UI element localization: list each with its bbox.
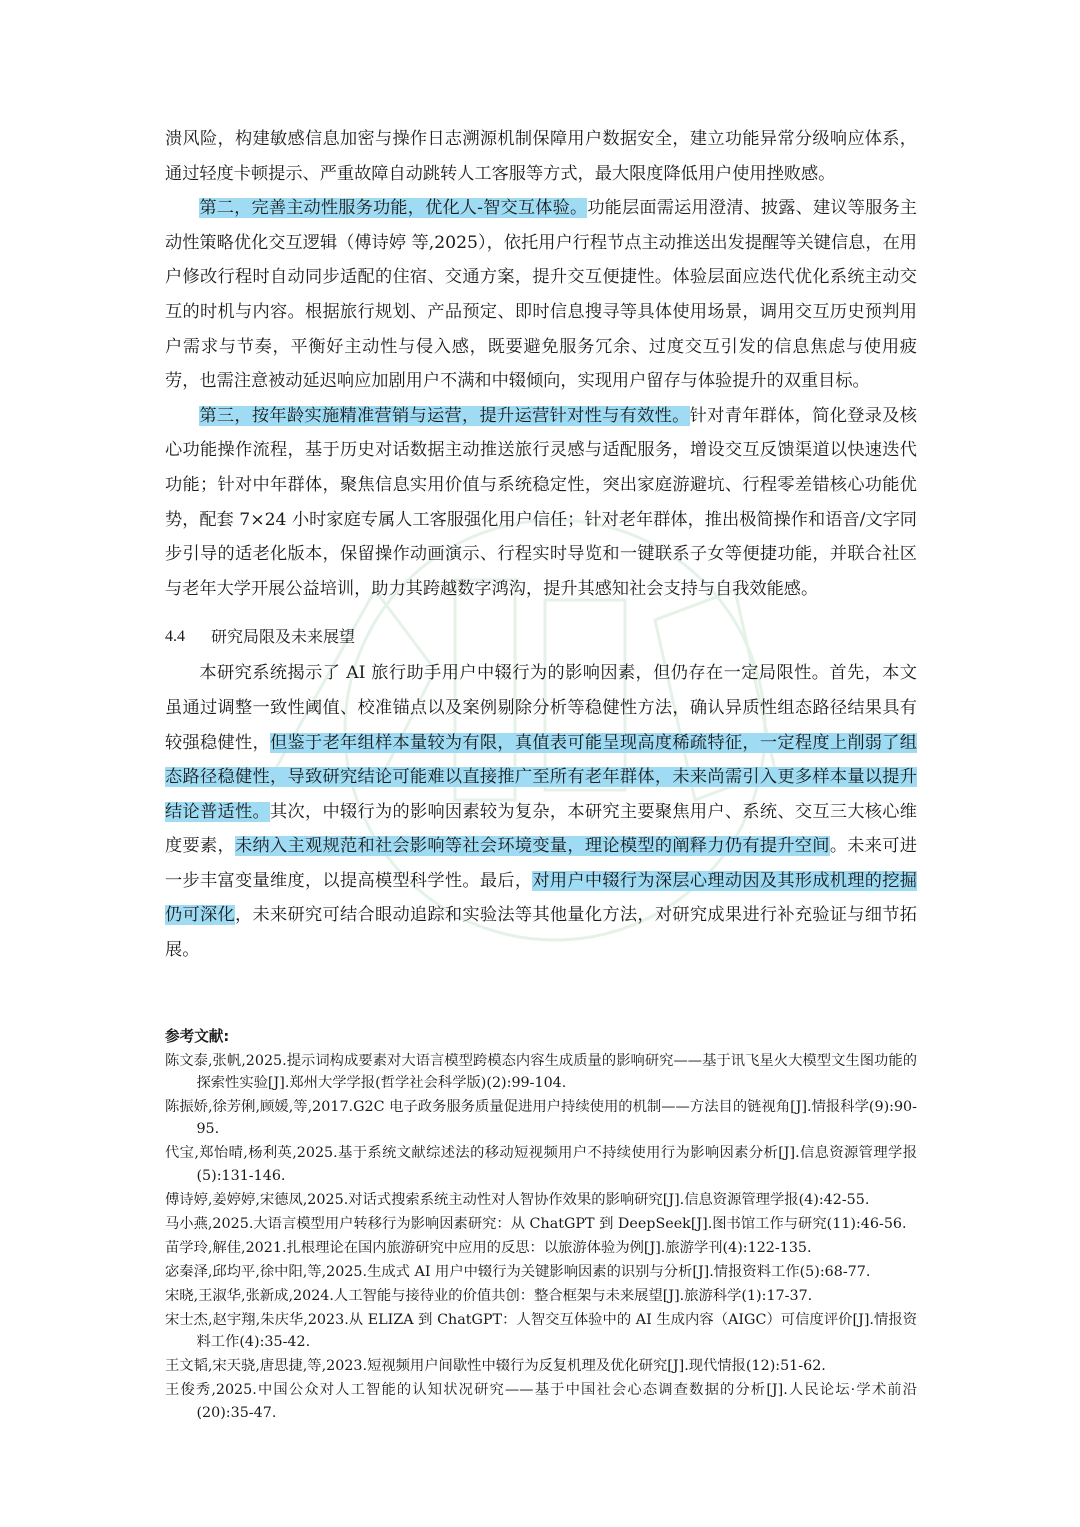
reference-item: 傅诗婷,姜婷婷,宋德凤,2025.对话式搜索系统主动性对人智协作效果的影响研究[J].信息资源管理学报(4):42-55.	[165, 1191, 870, 1208]
reference-item: 宋士杰,赵宇翔,朱庆华,2023.从 ELIZA 到 ChatGPT：人智交互体验中的 AI 生成内容（AIGC）可信度评价[J].情报资料工作(4):35-42.	[165, 1311, 917, 1351]
paragraph-1-text: 溃风险，构建敏感信息加密与操作日志溯源机制保障用户数据安全，建立功能异常分级响应体系，通过轻度卡顿提示、严重故障自动跳转人工客服等方式，最大限度降低用户使用挫败感。	[165, 129, 917, 184]
section-heading	[165, 620, 917, 654]
highlight-limitation-2: 未纳入主观规范和社会影响等社会环境变量，理论模型的阐释力仍有提升空间	[234, 836, 830, 857]
page-content	[165, 122, 917, 1426]
paragraph-4-text-4: ，未来研究可结合眼动追踪和实验法等其他量化方法，对研究成果进行补充验证与细节拓展。	[165, 905, 917, 961]
paragraph-2	[165, 191, 917, 399]
reference-item: 代宝,郑怡晴,杨利英,2025.基于系统文献综述法的移动短视频用户不持续使用行为影响因素分析[J].信息资源管理学报(5):131-146.	[165, 1145, 917, 1184]
section-number: 4.4	[165, 628, 185, 646]
paragraph-3-text: 针对青年群体，简化登录及核心功能操作流程，基于历史对话数据主动推送旅行灵感与适配服务，增设交互反馈渠道以快速迭代功能；针对中年群体，聚焦信息实用价值与系统稳定性，突出家庭游避坑、行程零差错核心功能优势，配套 7×24 小时家庭专属人工客服强化用户信任；针对老年群体，推出极简操作和语音/文字同步引导的适老化版本，保留操作动画演示、行程实时导览和一键联系子女等便捷功能，并联合社区与老年大学开展公益培训，助力其跨越数字鸿沟，提升其感知社会支持与自我效能感。	[165, 405, 917, 599]
reference-item: 陈振娇,徐芳俐,顾媛,等,2017.G2C 电子政务服务质量促进用户持续使用的机制——方法目的链视角[J].情报科学(9):90-95.	[165, 1099, 917, 1138]
paragraph-4-text-2: 其次，中辍行为的影响因素较为复杂，本研究主要聚焦用户、系统、交互三大核心维度要素，	[165, 801, 917, 857]
references-title: 参考文献:	[165, 1027, 230, 1045]
paragraph-1	[165, 122, 917, 191]
highlight-limitation-1: 但鉴于老年组样本量较为有限，真值表可能呈现高度稀疏特征，一定程度上削弱了组态路径稳健性，导致研究结论可能难以直接推广至所有老年群体，未来尚需引入更多样本量以提升结论普适性。	[165, 732, 917, 822]
paragraph-3	[165, 399, 917, 607]
paragraph-4	[165, 656, 917, 967]
highlight-limitation-3: 对用户中辍行为深层心理动因及其形成机理的挖掘仍可深化	[165, 870, 917, 926]
reference-item: 王文韬,宋天骁,唐思捷,等,2023.短视频用户间歇性中辍行为反复机理及优化研究[J].现代情报(12):51-62.	[165, 1358, 826, 1375]
highlight-second-point: 第二，完善主动性服务功能，优化人-智交互体验。	[199, 198, 588, 219]
reference-item: 苗学玲,解佳,2021.扎根理论在国内旅游研究中应用的反思：以旅游体验为例[J].旅游学刊(4):122-135.	[165, 1239, 812, 1256]
reference-item: 王俊秀,2025.中国公众对人工智能的认知状况研究——基于中国社会心态调查数据的分析[J].人民论坛·学术前沿(20):35-47.	[165, 1382, 917, 1421]
paragraph-4-text-3: 。未来可进一步丰富变量维度，以提高模型科学性。最后，	[165, 836, 917, 891]
reference-item: 马小燕,2025.大语言模型用户转移行为影响因素研究：从 ChatGPT 到 DeepSeek[J].图书馆工作与研究(11):46-56.	[165, 1215, 907, 1232]
references-list	[165, 1050, 917, 1424]
section-title: 研究局限及未来展望	[211, 627, 356, 647]
reference-item: 陈文泰,张帆,2025.提示词构成要素对大语言模型跨模态内容生成质量的影响研究——基于讯飞星火大模型文生图功能的探索性实验[J].郑州大学学报(哲学社会科学版)(2):99-104.	[165, 1052, 917, 1092]
reference-item: 宓秦泽,邱均平,徐中阳,等,2025.生成式 AI 用户中辍行为关键影响因素的识别与分析[J].情报资料工作(5):68-77.	[165, 1263, 871, 1280]
reference-item: 宋晓,王淑华,张新成,2024.人工智能与接待业的价值共创：整合框架与未来展望[J].旅游科学(1):17-37.	[165, 1287, 813, 1304]
highlight-third-point: 第三，按年龄实施精准营销与运营，提升运营针对性与有效性。	[199, 405, 690, 426]
paragraph-2-text: 功能层面需运用澄清、披露、建议等服务主动性策略优化交互逻辑（傅诗婷 等,2025），依托用户行程节点主动推送出发提醒等关键信息，在用户修改行程时自动同步适配的住宿、交通方案，提升交互便捷性。体验层面应迭代优化系统主动交互的时机与内容。根据旅行规划、产品预定、即时信息搜寻等具体使用场景，调用交互历史预判用户需求与节奏，平衡好主动性与侵入感，既要避免服务冗余、过度交互引发的信息焦虑与使用疲劳，也需注意被动延迟响应加剧用户不满和中辍倾向，实现用户留存与体验提升的双重目标。	[165, 198, 917, 392]
paragraph-4-text-1: 本研究系统揭示了 AI 旅行助手用户中辍行为的影响因素，但仍存在一定局限性。首先，本文虽通过调整一致性阈值、校准锚点以及案例剔除分析等稳健性方法，确认异质性组态路径结果具有较强稳健性，	[165, 663, 917, 753]
